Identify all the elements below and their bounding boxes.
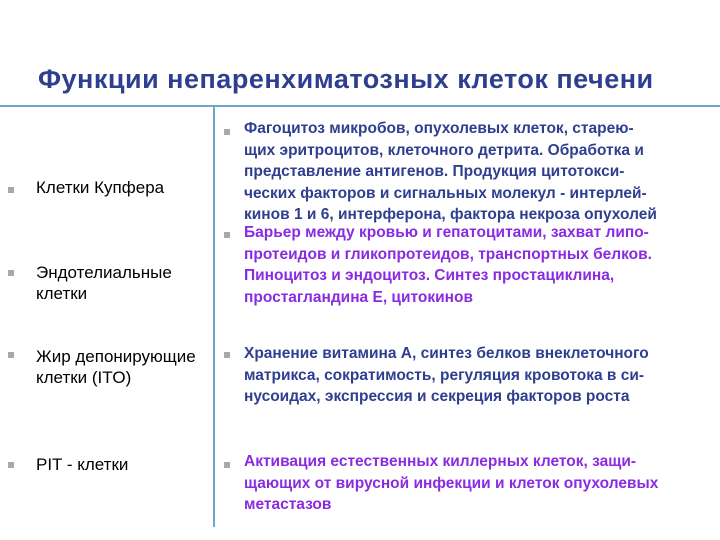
cell-name-kupffer: Клетки Купфера: [36, 178, 165, 197]
cell-name-endothelial: Эндотелиальные клетки: [36, 263, 172, 303]
bullet-icon: [8, 352, 14, 358]
bullet-icon: [224, 232, 230, 238]
bullet-icon: [224, 462, 230, 468]
bullet-icon: [224, 129, 230, 135]
cell-name-ito: Жир депонирующие клетки (ITO): [36, 347, 196, 387]
function-kupffer: Фагоцитоз микробов, опухолевых клеток, старею- щих эритроцитов, клеточного детрита. Обработка и представление антигенов. Продукция цитотокси- ческих факторов и сигнальных молекул - интерлей- кинов 1 и 6, интерферона, фактора некроза опухолей: [244, 120, 657, 223]
bullet-icon: [8, 462, 14, 468]
function-ito: Хранение витамина А, синтез белков внеклеточного матрикса, сократимость, регуляция кровотока в си- нусоидах, экспрессия и секреция факторов роста: [244, 345, 649, 405]
bullet-icon: [8, 187, 14, 193]
cell-name-pit: PIT - клетки: [36, 455, 129, 474]
vertical-divider: [213, 105, 215, 527]
slide-title: Функции непаренхиматозных клеток печени: [38, 64, 654, 94]
function-endothelial: Барьер между кровью и гепатоцитами, захват липо- протеидов и гликопротеидов, транспортных белков. Пиноцитоз и эндоцитоз. Синтез простациклина, простагландина Е, цитокинов: [244, 224, 652, 306]
horizontal-divider: [0, 105, 720, 107]
bullet-icon: [224, 352, 230, 358]
function-pit: Активация естественных киллерных клеток, защи- щающих от вирусной инфекции и клеток опухолевых метастазов: [244, 453, 659, 513]
bullet-icon: [8, 270, 14, 276]
